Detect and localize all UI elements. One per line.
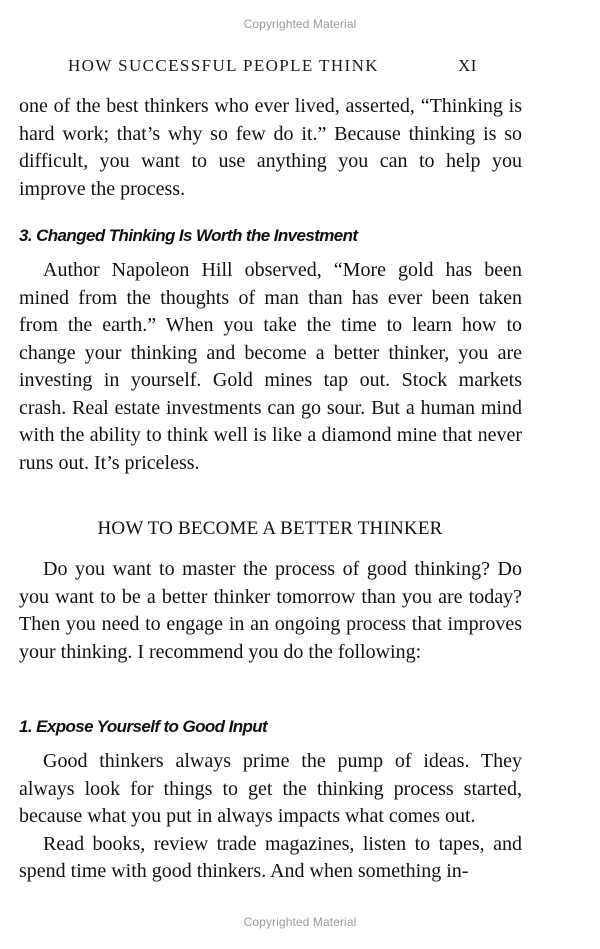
paragraph-text: Author Napoleon Hill observed, “More gold has been mined from the thoughts of man than has ever been taken from the earth.” When you take the time to learn how to change your thinking and become a better thinker, you are investing in yourself. Gold mines tap out. Stock markets crash. Real estate investments can go sour. But a human mind with the ability to think well is like a diamond mine that never runs out. It’s priceless.: [19, 259, 522, 474]
paragraph-text: one of the best thinkers who ever lived, asserted, “Thinking is hard work; that’s why so few do it.” Because thinking is so difficult, you want to use anything you can to help you improve the process.: [19, 95, 522, 200]
paragraph-continuation: [19, 93, 522, 203]
subheading-expose-yourself: 1. Expose Yourself to Good Input: [19, 717, 268, 736]
paragraph-master-thinking: [19, 556, 522, 666]
running-head-title: HOW SUCCESSFUL PEOPLE THINK: [68, 56, 379, 75]
page-number: XI: [458, 56, 477, 75]
paragraph-napoleon-hill: [19, 257, 522, 477]
watermark-bottom: Copyrighted Material: [243, 915, 357, 929]
paragraph-text: Read books, review trade magazines, listen to tapes, and spend time with good thinkers. And when something in-: [19, 832, 522, 882]
subheading-changed-thinking: 3. Changed Thinking Is Worth the Investment: [19, 226, 358, 245]
paragraph-good-input: [19, 748, 522, 886]
section-heading: HOW TO BECOME A BETTER THINKER: [97, 518, 443, 539]
watermark-top: Copyrighted Material: [243, 17, 357, 31]
paragraph-text: Do you want to master the process of good thinking? Do you want to be a better thinker tomorrow than you are today? Then you need to engage in an ongoing process that improves your thinking. I recommend you do the following:: [19, 558, 522, 663]
paragraph-text: Good thinkers always prime the pump of ideas. They always look for things to get the thinking process started, because what you put in always impacts what comes out.: [19, 750, 522, 827]
